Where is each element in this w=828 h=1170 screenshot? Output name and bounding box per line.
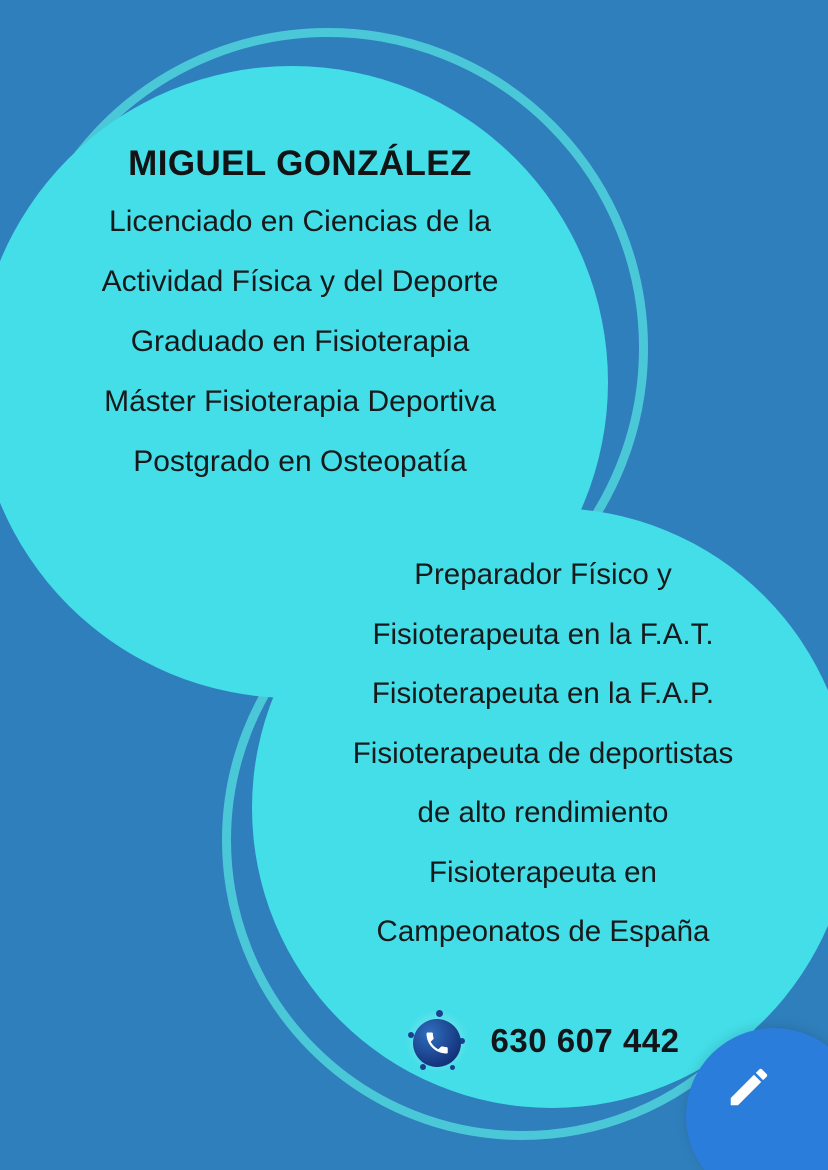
phone-icon-dot bbox=[450, 1065, 455, 1070]
credential-line: Actividad Física y del Deporte bbox=[101, 265, 499, 298]
credential-line: Máster Fisioterapia Deportiva bbox=[104, 385, 496, 418]
experience-line: Fisioterapeuta en bbox=[429, 855, 657, 889]
experience-line: Fisioterapeuta de deportistas bbox=[352, 736, 734, 770]
experience-line: de alto rendimiento bbox=[417, 796, 669, 829]
phone-icon[interactable] bbox=[406, 1010, 468, 1072]
credential-line: Licenciado en Ciencias de la bbox=[109, 205, 491, 238]
credentials-block-bottom bbox=[258, 560, 828, 977]
credential-line: Graduado en Fisioterapia bbox=[130, 325, 470, 358]
experience-line: Preparador Físico y bbox=[414, 558, 672, 591]
pencil-icon bbox=[725, 1065, 771, 1116]
phone-number[interactable]: 630 607 442 bbox=[490, 1022, 680, 1059]
page-title: MIGUEL GONZÁLEZ bbox=[128, 144, 472, 183]
credential-line: Postgrado en Osteopatía bbox=[133, 445, 467, 478]
experience-line: Campeonatos de España bbox=[376, 915, 710, 948]
credentials-block-top bbox=[20, 146, 580, 477]
experience-line: Fisioterapeuta en la F.A.T. bbox=[372, 617, 714, 651]
experience-line: Fisioterapeuta en la F.A.P. bbox=[371, 677, 715, 710]
